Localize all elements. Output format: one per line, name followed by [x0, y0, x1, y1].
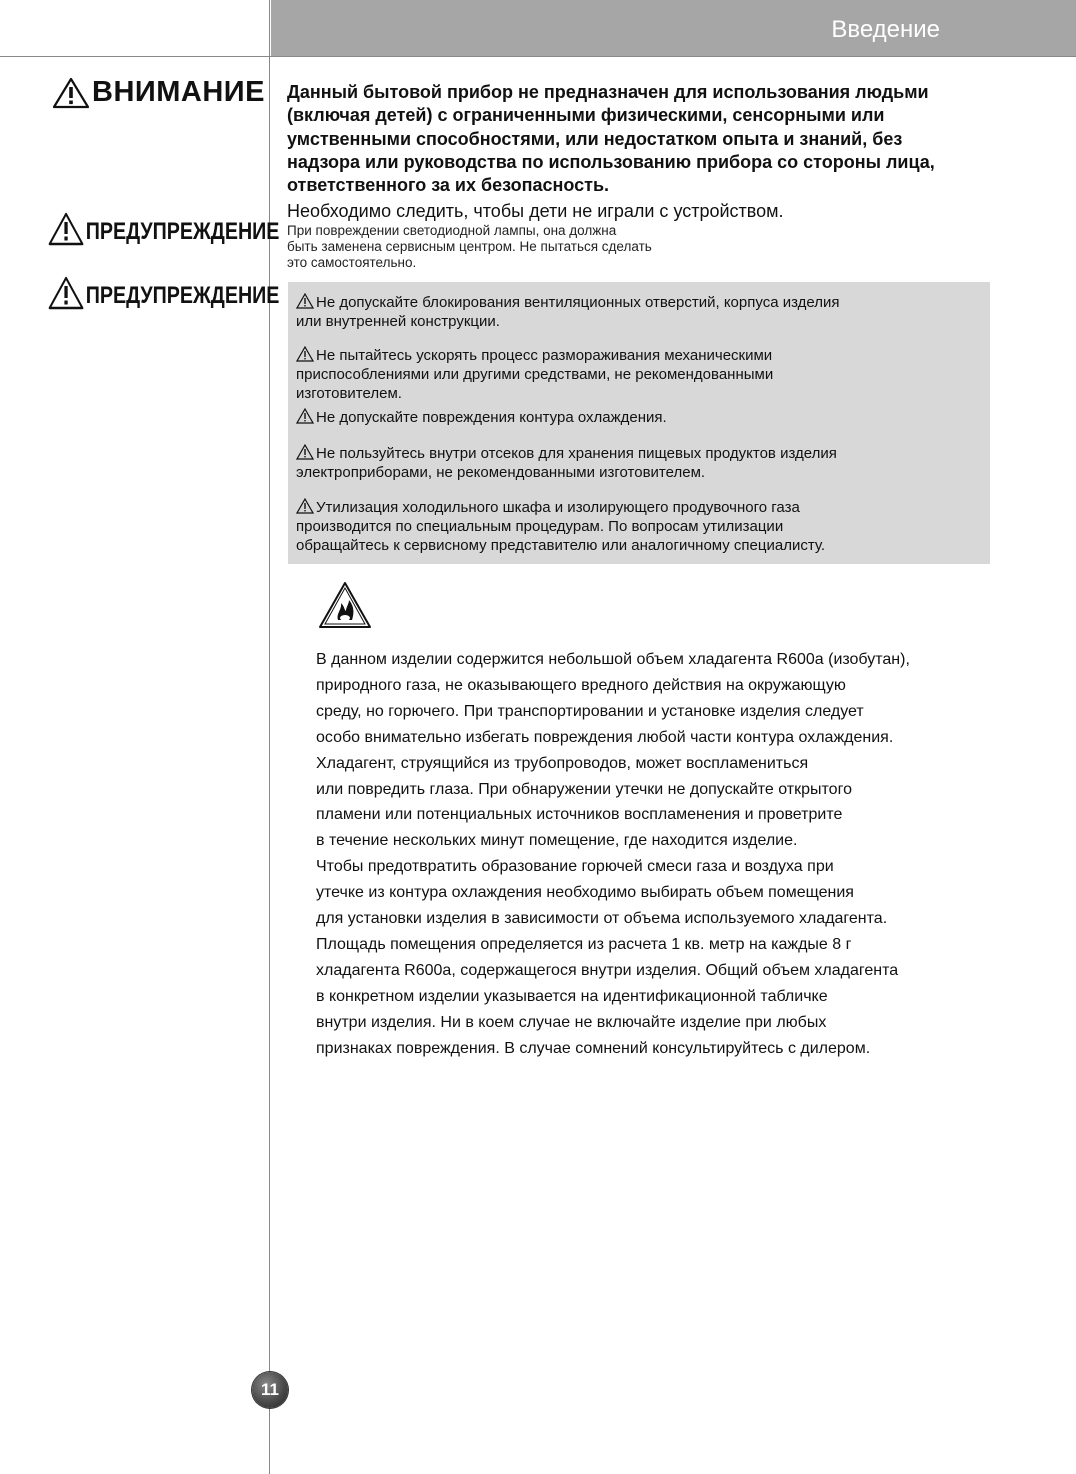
warning-triangle-icon	[48, 276, 84, 310]
page-title: Введение	[831, 16, 940, 43]
warning-text: Утилизация холодильного шкафа и изолирующего продувочного газа производится по специальным процедурам. По вопросам утилизации обращайтесь к сервисному представителю или аналогичному специалисту.	[296, 499, 826, 554]
warning-small-icon	[296, 444, 314, 460]
warning-text: Не пытайтесь ускорять процесс размораживания механическими приспособлениями или другими средствами, не рекомендованными изготовителем.	[296, 347, 774, 402]
warning-label-text: ПРЕДУПРЕЖДЕНИЕ	[85, 218, 280, 245]
warning-text: Не допускайте повреждения контура охлаждения.	[316, 409, 667, 426]
led-lamp-note: При повреждении светодиодной лампы, она должна быть заменена сервисным центром. Не пытаться сделать это самостоятельно.	[287, 223, 652, 270]
refrigerant-paragraph: В данном изделии содержится небольшой объем хладагента R600a (изобутан), природного газа, не оказывающего вредного действия на окружающую среду, но горючего. При транспортировании и установке изделия следует особо внимательно избегать повреждения любой части контура охлаждения. Хладагент, струящийся из трубопроводов, может воспламениться или повредить глаза. При обнаружении утечки не допускайте открытого пламени или потенциальных источников воспламенения и проветрите в течение нескольких минут помещение, где находится изделие. Чтобы предотвратить образование горючей смеси газа и воздуха при утечке из контура охлаждения необходимо выбирать объем помещения для установки изделия в зависимости от объема используемого хладагента. Площадь помещения определяется из расчета 1 кв. метр на каждые 8 г хладагента R600a, содержащегося внутри изделия. Общий объем хладагента в конкретном изделии указывается на идентификационной табличке внутри изделия. Ни в коем случае не включайте изделие при любых признаках повреждения. В случае сомнений консультируйтесь с дилером.	[316, 651, 910, 1057]
attention-bold-text: Данный бытовой прибор не предназначен для использования людьми (включая детей) с ограниченными физическими, сенсорными или умственными способностями, или недостатком опыта и знаний, без надзора или руководства по использованию прибора со стороны лица, ответственного за их безопасность.	[287, 82, 935, 196]
attention-section	[287, 81, 1047, 223]
warning-label	[48, 212, 279, 246]
page-number-badge: 11	[252, 1372, 288, 1408]
warning-triangle-icon	[52, 77, 90, 109]
attention-label-text: ВНИМАНИЕ	[92, 76, 265, 108]
warning-item	[296, 444, 837, 482]
header-divider	[0, 56, 1076, 57]
warning-text: Не допускайте блокирования вентиляционных отверстий, корпуса изделия или внутренней конструкции.	[296, 294, 840, 330]
header-bar	[271, 0, 1076, 56]
warning-triangle-icon	[48, 212, 84, 246]
warning-small-icon	[296, 346, 314, 362]
warning-item	[296, 346, 773, 403]
warning-small-icon	[296, 498, 314, 514]
warning-item	[296, 293, 839, 331]
warning-label-text: ПРЕДУПРЕЖДЕНИЕ	[85, 282, 280, 309]
warning-item	[296, 498, 825, 555]
flammable-warning-icon	[318, 580, 372, 630]
warning-text: Не пользуйтесь внутри отсеков для хранения пищевых продуктов изделия электроприборами, не рекомендованными изготовителем.	[296, 445, 837, 481]
warnings-box	[288, 282, 990, 564]
warning-small-icon	[296, 293, 314, 309]
attention-normal-text: Необходимо следить, чтобы дети не играли с устройством.	[287, 201, 784, 222]
warning-item	[296, 408, 667, 427]
warning-label	[48, 276, 279, 310]
attention-label	[52, 76, 265, 109]
warning-small-icon	[296, 408, 314, 424]
